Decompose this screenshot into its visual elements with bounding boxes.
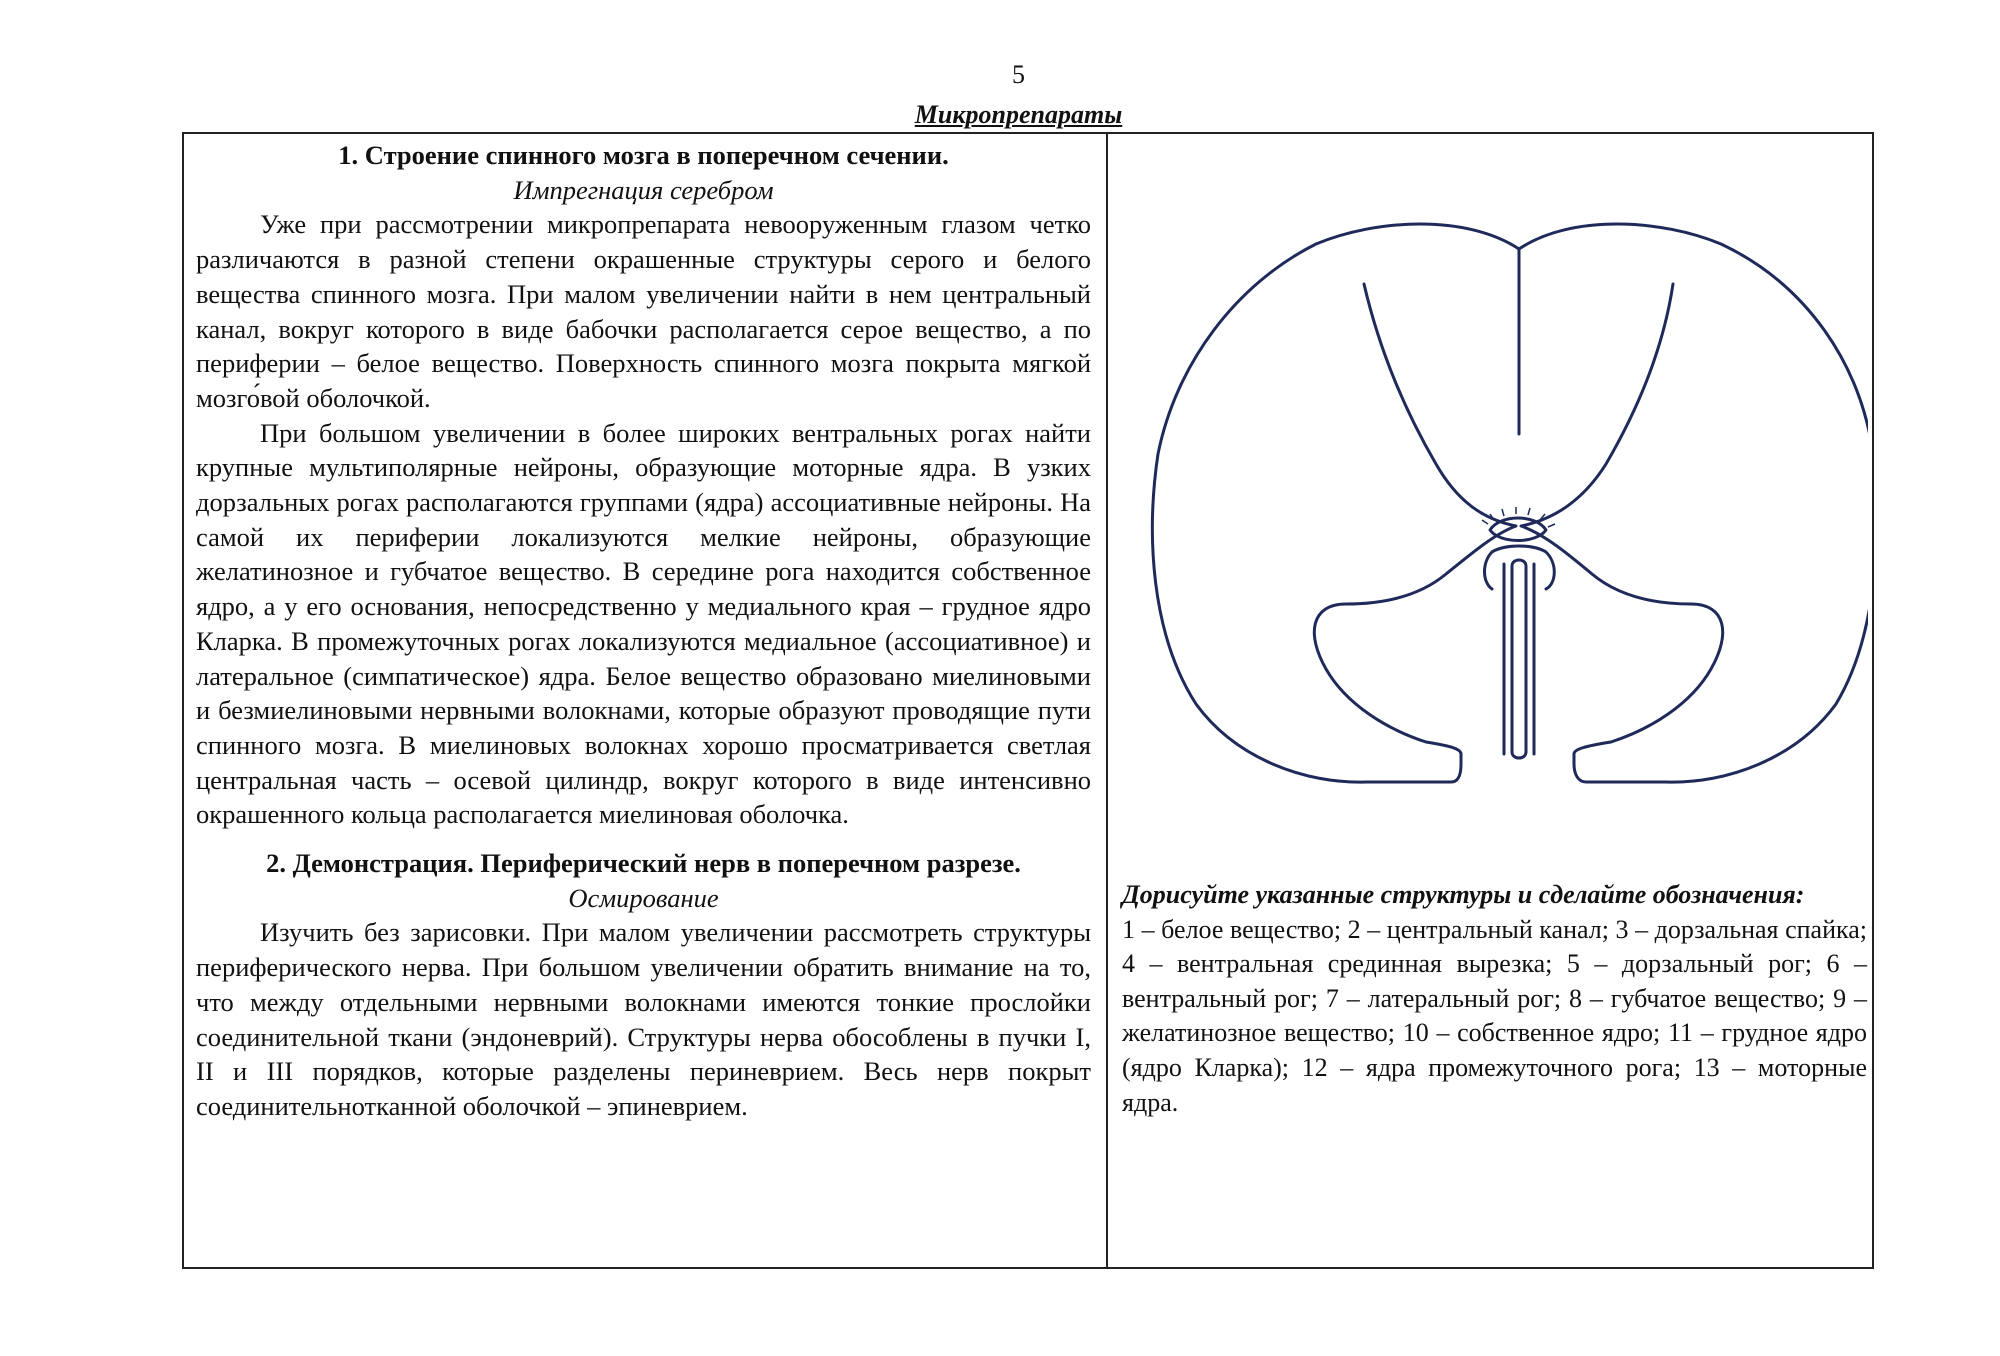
grey-commissure-left [1485, 552, 1493, 589]
section1-paragraph-2: При большом увеличении в более широких вентральных рогах найти крупные мультиполярные нейроны, образующие моторные ядра. В узких дорзальных рогах располагаются группами (ядра) ассоциативные нейроны. На самой их периферии локализуются мелкие нейроны, образующие желатинозное и губчатое вещество. В середине рога находится собственное ядро, а у его основания, непосредственно у медиального края – грудное ядро Кларка. В промежуточных рогах локализуются медиальное (ассоциативное) и латеральное (симпатическое) ядра. Белое вещество образовано миелиновыми и безмиелиновыми нервными волокнами, которые образуют проводящие пути спинного мозга. В миелиновых волокнах хорошо просматривается светлая центральная часть – осевой цилиндр, вокруг которого в виде интенсивно окрашенного кольца располагается миелиновая оболочка. [196, 417, 1091, 830]
section2-paragraph: Изучить без зарисовки. При малом увеличении рассмотреть структуры периферического нерва. При большом увеличении обратить внимание на то, что между отдельными нервными волокнами имеются тонкие прослойки соединительной ткани (эндоневрий). Структуры нерва обособлены в пучки I, II и III порядков, которые разделены периневрием. Весь нерв покрыт соединительнотканной оболочкой – эпиневрием. [196, 917, 1091, 1121]
grey-matter-left [1314, 284, 1516, 754]
spinal-cord-cross-section-icon [1116, 134, 1868, 874]
drawing-column [1116, 134, 1868, 1267]
section-gap [196, 832, 1091, 846]
task-block [1122, 878, 1867, 1120]
central-canal [1490, 518, 1546, 541]
outer-contour-left [1152, 224, 1519, 782]
section1-title: 1. Строение спинного мозга в поперечном сечении. [338, 140, 949, 170]
text-column [196, 138, 1091, 1124]
ventral-median-fissure-outer [1504, 564, 1534, 754]
ventral-median-fissure [1512, 560, 1526, 758]
task-heading: Дорисуйте указанные структуры и сделайте обозначения: [1122, 880, 1805, 909]
column-divider [1106, 134, 1108, 1267]
section1-subtitle: Импрегнация серебром [513, 174, 774, 205]
grey-matter-right [1521, 284, 1723, 754]
page-number: 5 [1012, 60, 1025, 89]
section2-title: 2. Демонстрация. Периферический нерв в поперечном разрезе. [266, 848, 1021, 879]
task-legend: 1 – белое вещество; 2 – центральный канал; 3 – дорзальная спайка; 4 – вентральная срединная вырезка; 5 – дорзальный рог; 6 – вентральный рог; 7 – латеральный рог; 8 – губчатое вещество; 9 – желатинозное вещество; 10 – собственное ядро; 11 – грудное ядро (ядро Кларка); 12 – ядра промежуточного рога; 13 – моторные ядра. [1122, 914, 1867, 1117]
section2-subtitle: Осмирование [568, 882, 719, 913]
content-table [182, 132, 1874, 1269]
section1-paragraph-1: Уже при рассмотрении микропрепарата невооруженным глазом четко различаются в разной степени окрашенные структуры серого и белого вещества спинного мозга. При малом увеличении найти в нем центральный канал, вокруг которого в виде бабочки располагается серое вещество, а по периферии – белое вещество. Поверхность спинного мозга покрыта мягкой мозго́вой оболочкой. [196, 209, 1091, 413]
grey-commissure [1492, 546, 1554, 589]
page-header: Микропрепараты [914, 100, 1123, 129]
